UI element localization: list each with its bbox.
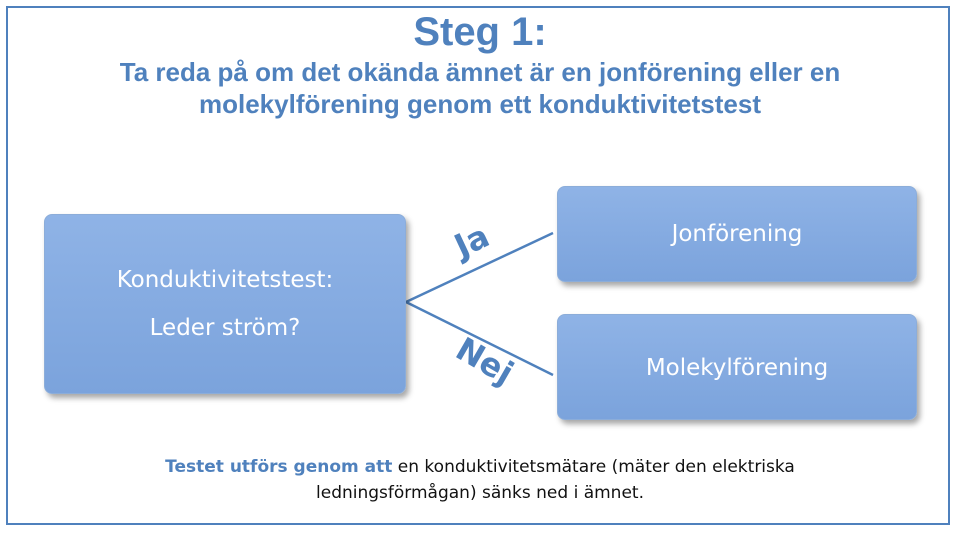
branch-yes-label: Ja xyxy=(448,216,495,266)
footnote-line-2: ledningsförmågan) sänks ned i ämnet. xyxy=(316,483,644,503)
question-line-2: Leder ström? xyxy=(149,315,301,341)
question-line-1: Konduktivitetstest: xyxy=(116,267,334,293)
question-box xyxy=(44,214,406,394)
footnote-rest: en konduktivitetsmätare (mäter den elektriska xyxy=(392,457,795,477)
footnote xyxy=(0,454,960,506)
result-no-box xyxy=(557,314,917,420)
subtitle-line-1: Ta reda på om det okända ämnet är en jonförening eller en xyxy=(119,57,841,87)
slide-title: Steg 1: xyxy=(413,10,547,54)
subtitle-line-2: molekylförening genom ett konduktivitetstest xyxy=(199,89,761,119)
result-yes-box xyxy=(557,186,917,282)
footnote-line-1 xyxy=(0,454,960,480)
footnote-bold: Testet utförs genom att xyxy=(165,457,393,477)
branch-no-label: Nej xyxy=(449,329,520,393)
result-yes-label: Jonförening xyxy=(671,221,803,247)
result-no-label: Molekylförening xyxy=(645,355,829,381)
